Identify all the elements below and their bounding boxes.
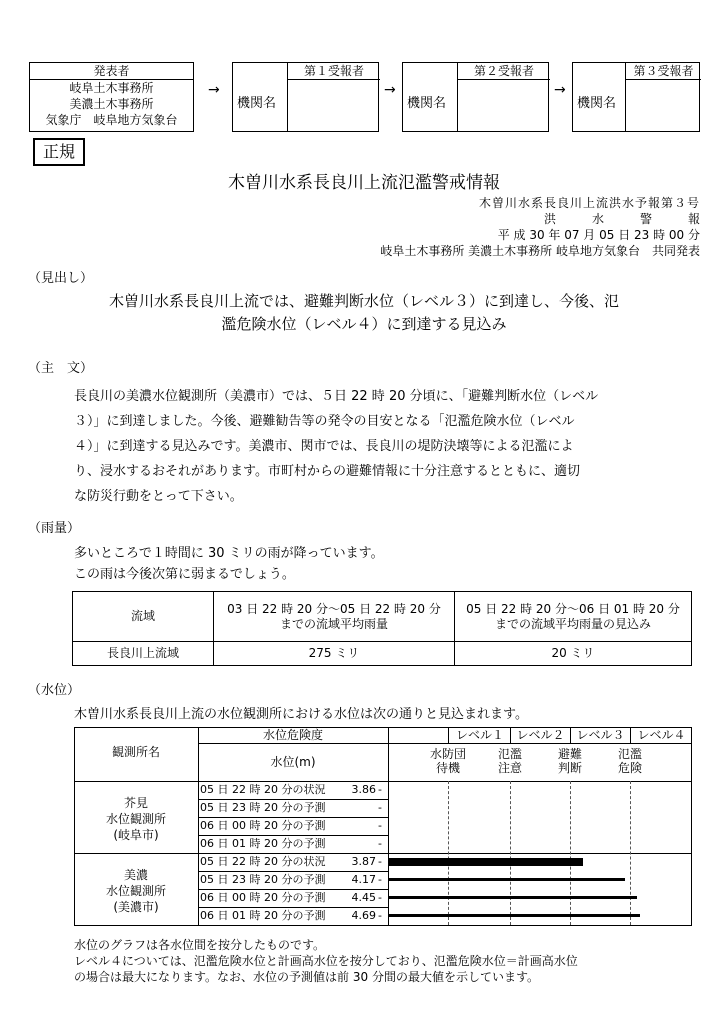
rain-cell: 長良川上流域: [73, 642, 214, 666]
row-time: 06 日 00 時 20 分の予測: [200, 891, 326, 904]
threshold-label: 氾濫 注意: [497, 747, 522, 775]
receiver-3-label: 第３受報者: [625, 63, 701, 80]
row-value: 4.17: [351, 873, 376, 886]
water-label: （水位）: [28, 683, 81, 698]
level-2-label: レベル２: [516, 728, 565, 742]
level-bar: [388, 896, 637, 899]
headline-line: 木曽川水系長良川上流では、避難判断水位（レベル３）に到達し、今後、氾: [108, 292, 619, 310]
threshold-label: 水防団 待機: [429, 747, 466, 775]
water-intro: 木曽川水系長良川上流の水位観測所における水位は次の通りと見込まれます。: [74, 707, 528, 722]
station-name: 美濃 水位観測所 (美濃市): [105, 868, 166, 914]
row-time: 05 日 22 時 20 分の状況: [200, 855, 326, 868]
row-time: 05 日 22 時 20 分の状況: [200, 783, 326, 796]
notes: 水位のグラフは各水位間を按分したものです。 レベル４については、氾濫危険水位と計画高水位を按分しており、氾濫危険水位＝計画高水位 の場合は最大になります。なお、水位の予測値は前 30 分間の最大値を示しています。: [74, 938, 578, 984]
rain-text: 多いところで１時間に 30 ミリの雨が降っています。: [74, 546, 384, 561]
publishers: 岐阜土木事務所 美濃土木事務所 岐阜地方気象台 共同発表: [380, 244, 700, 258]
issuer-box: [29, 62, 194, 132]
row-time: 06 日 00 時 20 分の予測: [200, 819, 326, 832]
threshold-label: 氾濫 危険: [617, 747, 642, 775]
header-station: 観測所名: [111, 745, 160, 759]
row-mark: -: [378, 855, 382, 868]
receiver-1-box: [232, 62, 379, 132]
threshold-label: 避難 判断: [557, 747, 582, 775]
row-time: 06 日 01 時 20 分の予測: [200, 909, 326, 922]
receiver-1-field: 機関名: [237, 96, 277, 111]
headline-line: 濫危険水位（レベル４）に到達する見込み: [221, 315, 507, 333]
row-mark: -: [378, 837, 382, 850]
rain-header-future: 05 日 22 時 20 分～06 日 01 時 20 分 までの流域平均雨量の見込み: [455, 592, 692, 642]
rain-cell: 20 ミリ: [455, 642, 692, 666]
receiver-1-label: 第１受報者: [287, 63, 380, 80]
row-value: 4.45: [351, 891, 376, 904]
level-bar: [388, 914, 640, 917]
row-time: 05 日 23 時 20 分の予測: [200, 801, 326, 814]
row-mark: -: [378, 783, 382, 796]
arrow-icon: →: [554, 82, 566, 98]
page-title: 木曽川水系長良川上流氾濫警戒情報: [228, 173, 500, 193]
receiver-3-field: 機関名: [577, 96, 617, 111]
main-text-label: （主 文）: [28, 361, 94, 376]
receiver-2-box: [402, 62, 549, 132]
row-mark: -: [378, 819, 382, 832]
row-mark: -: [378, 891, 382, 904]
level-1-label: レベル１: [455, 728, 504, 742]
issuer-line: 気象庁 岐阜地方気象台: [45, 113, 178, 127]
issuer-label: 発表者: [30, 63, 193, 80]
level-bar: [388, 858, 583, 866]
rain-header-basin: 流域: [73, 592, 214, 642]
status-badge: 正規: [33, 138, 85, 166]
rain-text: この雨は今後次第に弱まるでしょう。: [74, 567, 295, 582]
receiver-2-label: 第２受報者: [457, 63, 550, 80]
water-level-table: [74, 727, 692, 926]
level-bar: [388, 878, 625, 881]
forecast-number: 木曽川水系長良川上流洪水予報第３号: [478, 196, 700, 210]
arrow-icon: →: [208, 82, 220, 98]
rain-table: [72, 591, 692, 666]
receiver-3-box: [572, 62, 700, 132]
rain-header-past: 03 日 22 時 20 分～05 日 22 時 20 分 までの流域平均雨量: [214, 592, 455, 642]
issuer-line: 美濃土木事務所: [69, 97, 154, 111]
arrow-icon: →: [384, 82, 396, 98]
issue-date: 平 成 30 年 07 月 05 日 23 時 00 分: [497, 228, 700, 242]
rain-label: （雨量）: [28, 521, 81, 536]
row-value: 3.87: [351, 855, 376, 868]
row-mark: -: [378, 801, 382, 814]
header-danger: 水位危険度: [262, 728, 323, 742]
row-time: 05 日 23 時 20 分の予測: [200, 873, 326, 886]
level-4-label: レベル４: [637, 728, 686, 742]
rain-cell: 275 ミリ: [214, 642, 455, 666]
row-mark: -: [378, 909, 382, 922]
headline-label: （見出し）: [28, 271, 94, 286]
receiver-2-field: 機関名: [407, 96, 447, 111]
main-text-body: 長良川の美濃水位観測所（美濃市）では、５日 22 時 20 分頃に、「避難判断水位（レベル ３）」に到達しました。今後、避難勧告等の発令の目安となる「氾濫危険水位（レベル ４）」に到達する見込みです。美濃市、関市では、長良川の堤防決壊等による氾濫によ り、浸水するおそれがあります。市町村からの避難情報に十分注意するとともに、適切 な防災行動をとって下さい。: [74, 389, 599, 504]
header-level: 水位(m): [270, 755, 316, 769]
station-name: 芥見 水位観測所 (岐阜市): [105, 796, 166, 842]
level-3-label: レベル３: [576, 728, 625, 742]
row-value: 4.69: [351, 909, 376, 922]
forecast-type: 洪 水 警 報: [543, 212, 700, 226]
row-mark: -: [378, 873, 382, 886]
issuer-line: 岐阜土木事務所: [69, 81, 154, 95]
row-time: 06 日 01 時 20 分の予測: [200, 837, 326, 850]
row-value: 3.86: [351, 783, 376, 796]
